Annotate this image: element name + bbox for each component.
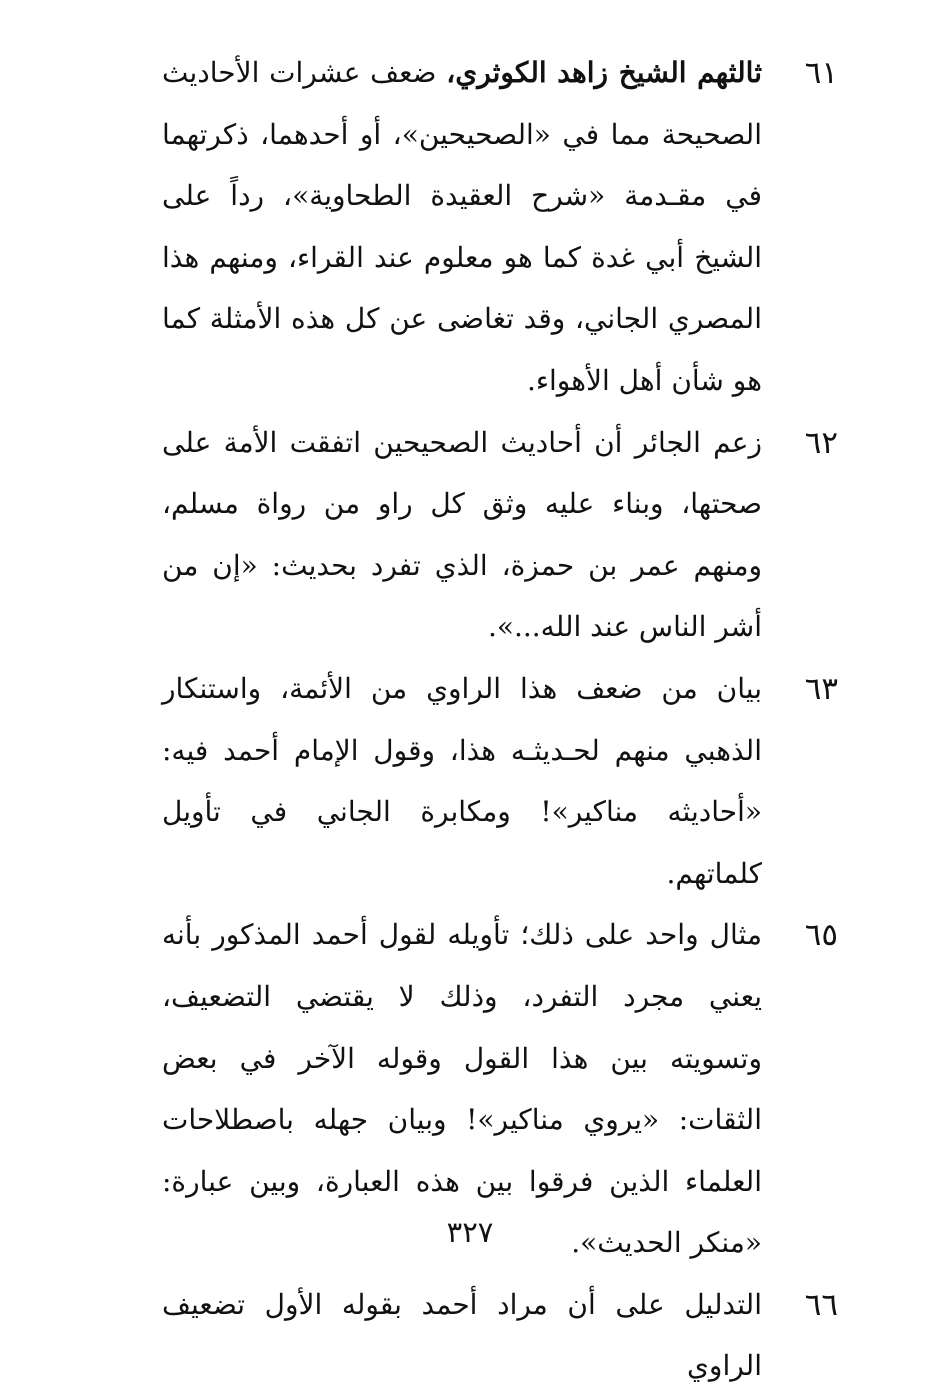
entry-page-number: ٦٣: [804, 670, 838, 707]
entry-page-number: ٦٦: [804, 1286, 838, 1323]
index-entry: [150, 658, 850, 904]
entry-body: بيان من ضعف هذا الراوي من الأئمة، واستنكار الذهبي منهم لحـديثـه هذا، وقول الإمام أحمد فيه: «أحاديثه مناكير»! ومكابرة الجاني في تأويل كلماتهم.: [162, 671, 762, 890]
entry-text: [162, 1274, 762, 1397]
entry-body: التدليل على أن مراد أحمد بقوله الأول تضعيف الراوي: [162, 1287, 762, 1383]
entry-text: [162, 658, 762, 904]
entry-text: [162, 412, 762, 658]
page-number: ٣٢٧: [446, 1215, 494, 1249]
entry-page-number: ٦٥: [804, 917, 838, 954]
entry-page-number: ٦٢: [804, 424, 838, 461]
entry-text: [162, 42, 762, 412]
entry-lead: ثالثهم الشيخ زاهد الكوثري،: [446, 56, 762, 89]
entry-body: زعم الجائر أن أحاديث الصحيحين اتفقت الأمة على صحتها، وبناء عليه وثق كل راو من رواة مسلم، ومنهم عمر بن حمزة، الذي تفرد بحديث: «إن من أشر الناس عند الله...».: [162, 425, 762, 644]
entry-body: مثال واحد على ذلك؛ تأويله لقول أحمد المذكور بأنه يعني مجرد التفرد، وذلك لا يقتضي التضعيف، وتسويته بين هذا القول وقوله الآخر في بعض الثقات: «يروي مناكير»! وبيان جهله باصطلاحات العلماء الذين فرقوا بين هذه العبارة، وبين عبارة: «منكر الحديث».: [162, 918, 762, 1260]
entry-page-number: ٦١: [804, 55, 838, 91]
index-entries: [150, 42, 850, 1397]
index-entry: [150, 42, 850, 412]
index-entry: [150, 412, 850, 658]
entry-body: ضعف عشرات الأحاديث الصحيحة مما في «الصحيحين»، أو أحدهما، ذكرتهما في مقـدمة «شرح العقيدة الطحاوية»، رداً على الشيخ أبي غدة كما هو معلوم عند القراء، ومنهم هذا المصري الجاني، وقد تغاضى عن كل هذه الأمثلة كما هو شأن أهل الأهواء.: [162, 56, 762, 397]
index-entry: [150, 1274, 850, 1397]
